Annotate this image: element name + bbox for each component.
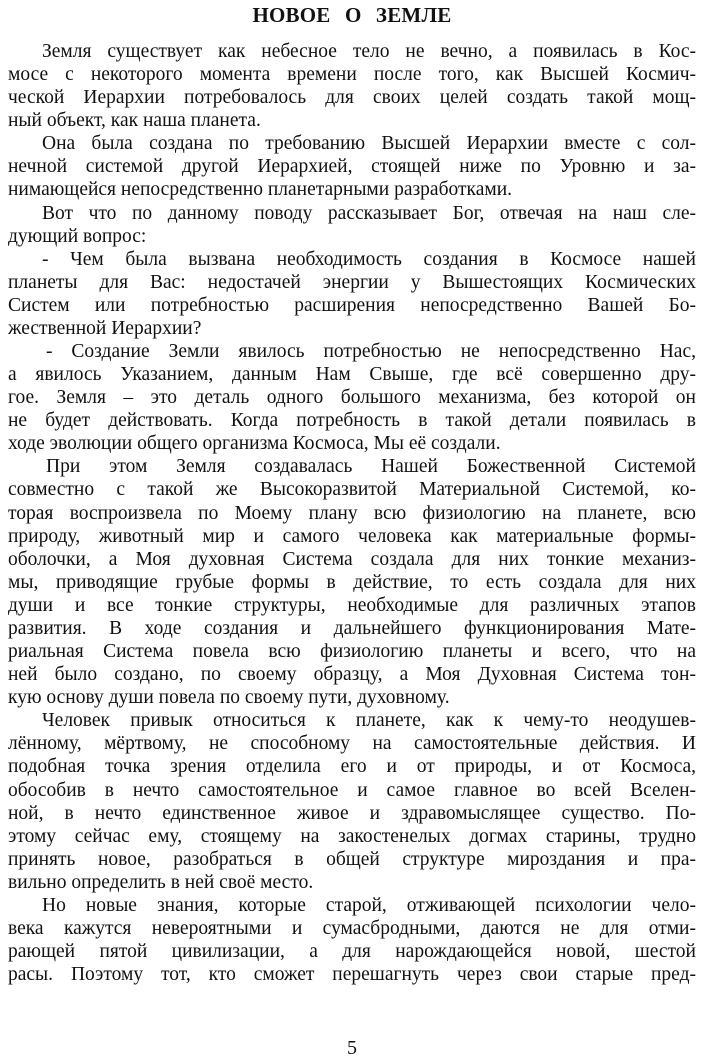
- text-line: природу, животный мир и самого человека как материальные формы-: [8, 525, 696, 547]
- text-line: Земля существует как небесное тело не вечно, а появилась в Кос-: [42, 41, 696, 62]
- text-line: кую основу души повела по своему пути, духовному.: [8, 687, 450, 709]
- text-line: вильно определить в ней своё место.: [8, 871, 314, 893]
- text-line: лённому, мёртвому, не способному на самостоятельные действия. И: [8, 733, 696, 755]
- text-line: а явилось Указанием, данным Нам Свыше, где всё совершенно дру-: [8, 364, 696, 386]
- text-line: оболочки, а Моя духовная Система создала для них тонкие механиз-: [8, 548, 696, 570]
- text-line: нечной системой другой Иерархией, стоящей ниже по Уровню и за-: [8, 156, 696, 178]
- text-line: ходе эволюции общего организма Космоса, Мы её создали.: [8, 433, 501, 455]
- text-line: развития. В ходе создания и дальнейшего функционирования Мате-: [8, 617, 696, 639]
- body-text: [8, 40, 696, 986]
- text-line: жественной Иерархии?: [8, 317, 202, 339]
- text-line: нимающейся непосредственно планетарными разработками.: [8, 179, 513, 201]
- text-line: торая воспроизвела по Моему плану всю физиологию на планете, всю: [8, 502, 696, 524]
- text-line: риальная Система повела всю физиологию планеты и всего, что на: [8, 641, 696, 663]
- text-line: ный объект, как наша планета.: [8, 110, 261, 132]
- text-line: принять новое, разобраться в общей структуре мироздания и пра-: [8, 848, 696, 870]
- page-title: НОВОЕ О ЗЕМЛЕ: [252, 3, 452, 27]
- text-line: рающей пятой цивилизации, а для нарождающейся новой, шестой: [8, 941, 696, 963]
- text-line: ной, в нечто единственное живое и здравомыслящее существо. По-: [8, 802, 696, 824]
- text-line: подобная точка зрения отделила его и от природы, и от Космоса,: [8, 756, 696, 778]
- text-line: мосе с некоторого момента времени после того, как Высшей Космич-: [8, 64, 696, 86]
- text-line: ней было создано, по своему образцу, а Моя Духовная Система тон-: [8, 664, 696, 686]
- text-line: мы, приводящие грубые формы в действие, то есть создала для них: [8, 571, 696, 593]
- text-line: Вот что по данному поводу рассказывает Бог, отвечая на наш сле-: [42, 202, 696, 224]
- text-line: совместно с такой же Высокоразвитой Материальной Системой, ко-: [8, 479, 696, 501]
- text-line: не будет действовать. Когда потребность в такой детали появилась в: [8, 410, 696, 432]
- text-line: - Чем была вызвана необходимость создания в Космосе нашей: [42, 248, 696, 270]
- text-line: дующий вопрос:: [8, 225, 147, 247]
- text-line: Она была создана по требованию Высшей Иерархии вместе с сол-: [42, 133, 696, 155]
- text-line: души и все тонкие структуры, необходимые для различных этапов: [8, 594, 696, 616]
- text-line: При этом Земля создавалась Нашей Божественной Системой: [46, 456, 696, 478]
- text-line: - Создание Земли явилось потребностью не непосредственно Нас,: [46, 341, 696, 363]
- page-number: 5: [347, 1037, 357, 1059]
- text-line: гое. Земля – это деталь одного большого механизма, без которой он: [8, 387, 696, 409]
- text-line: века кажутся невероятными и сумасбродными, даются не для отми-: [8, 917, 696, 939]
- text-line: планеты для Вас: недостачей энергии у Вышестоящих Космических: [8, 271, 696, 293]
- text-line: Но новые знания, которые старой, отживающей психологии чело-: [42, 894, 696, 916]
- text-line: этому сейчас ему, стоящему на закостенелых догмах старины, трудно: [8, 825, 696, 847]
- text-line: Систем или потребностью расширения непосредственно Вашей Бо-: [8, 294, 696, 316]
- text-line: ческой Иерархии потребовалось для своих целей создать такой мощ-: [8, 87, 696, 109]
- text-line: расы. Поэтому тот, кто сможет перешагнуть через свои старые пред-: [8, 964, 696, 986]
- text-line: обособив в нечто самостоятельное и самое главное во всей Вселен-: [8, 779, 696, 801]
- text-line: Человек привык относиться к планете, как к чему-то неодушев-: [42, 710, 696, 732]
